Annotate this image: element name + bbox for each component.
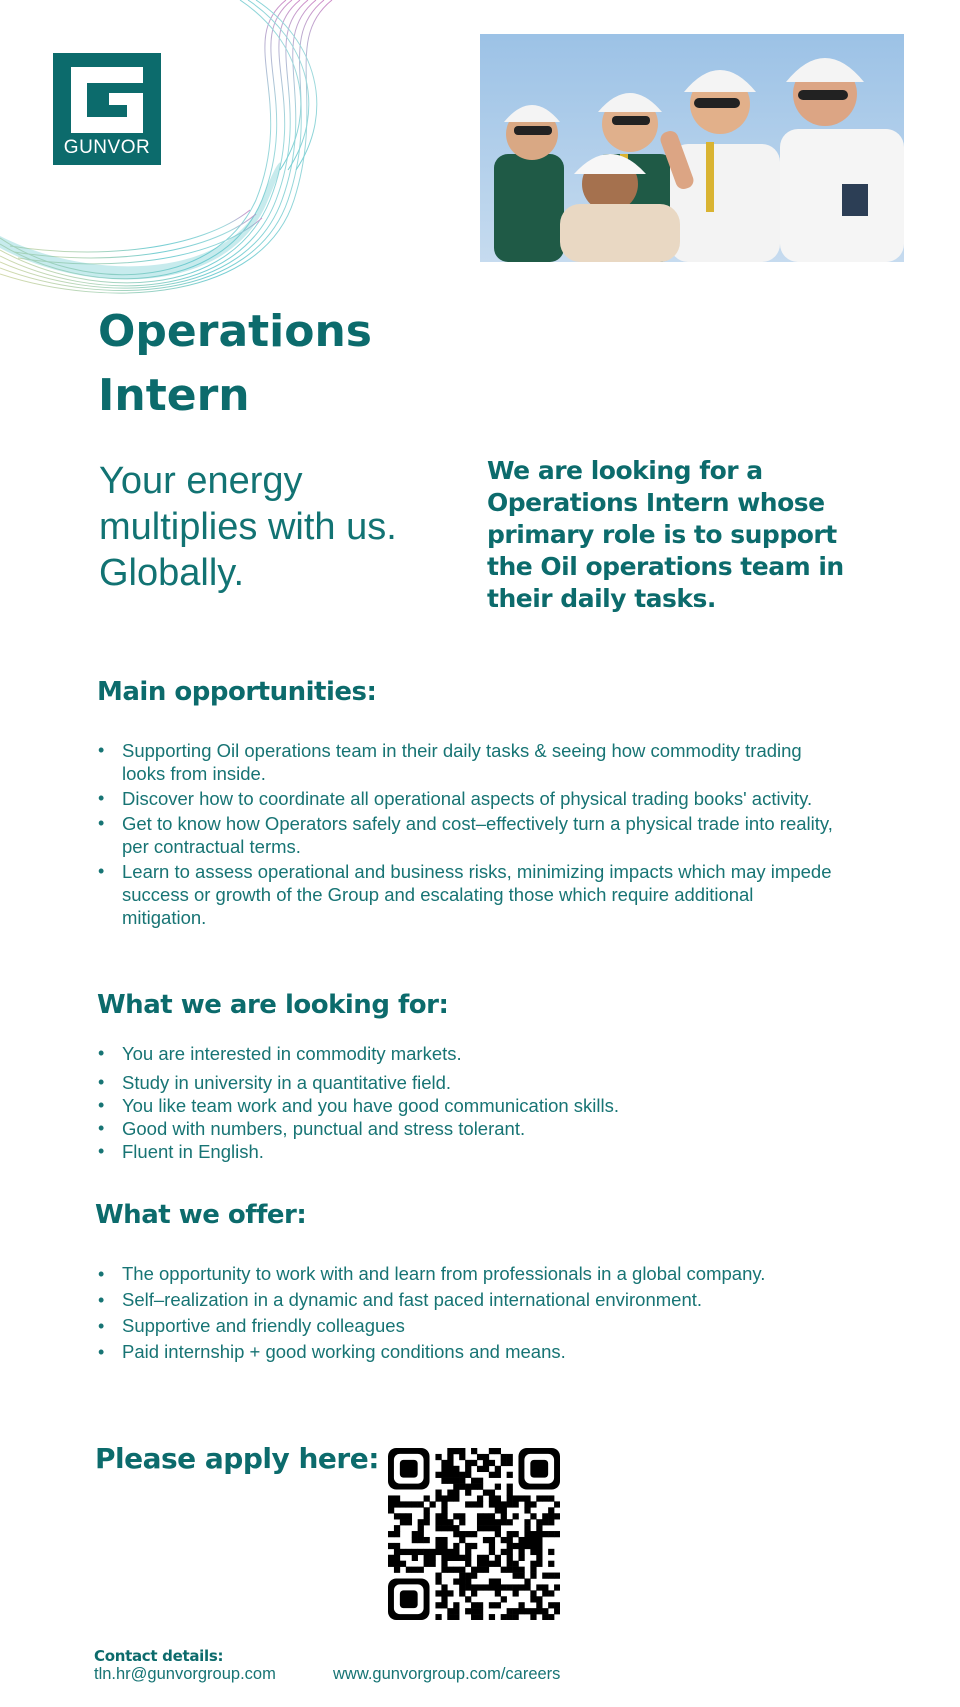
page-title [98,300,498,428]
list-item: • Supportive and friendly colleagues [98,1316,798,1336]
list-item: • Self–realization in a dynamic and fast paced international environment. [98,1290,798,1310]
team-photo [480,34,904,262]
logo-text: GUNVOR [63,137,151,158]
tagline-line-1: Your energy [99,460,303,502]
contact-label: Contact details: [94,1647,224,1665]
list-item: • You are interested in commodity markets. [98,1042,838,1065]
looking-for-heading: What we are looking for: [97,990,449,1020]
looking-for-list [98,1042,838,1163]
list-item: • Discover how to coordinate all operational aspects of physical trading books' activity. [98,787,838,810]
intro-statement: We are looking for a Operations Intern whose primary role is to support the Oil operations team in their daily tasks. [487,456,844,613]
list-item: • The opportunity to work with and learn from professionals in a global company. [98,1264,798,1284]
title-line-1: Operations [98,306,372,357]
offer-heading: What we offer: [95,1200,307,1230]
opportunities-list [98,739,838,931]
contact-website[interactable]: www.gunvorgroup.com/careers [333,1665,561,1683]
offer-list [98,1264,798,1368]
list-item: • Get to know how Operators safely and cost–effectively turn a physical trade into reality, per contractual terms. [98,812,838,858]
list-item: • Supporting Oil operations team in their daily tasks & seeing how commodity trading looks from inside. [98,739,838,785]
apply-heading: Please apply here: [95,1442,379,1475]
list-item: • Fluent in English. [98,1140,838,1163]
tagline-line-3: Globally. [99,552,245,594]
title-line-2: Intern [98,370,250,421]
list-item: • Learn to assess operational and business risks, minimizing impacts which may impede success or growth of the Group and escalating those which require additional mitigation. [98,860,838,929]
list-item: • Good with numbers, punctual and stress tolerant. [98,1117,838,1140]
tagline [99,458,439,596]
tagline-line-2: multiplies with us. [99,506,397,548]
gunvor-logo [53,53,161,165]
opportunities-heading: Main opportunities: [97,677,377,707]
qr-code[interactable] [388,1448,560,1620]
list-item: • Study in university in a quantitative field. [98,1071,838,1094]
contact-email[interactable]: tln.hr@gunvorgroup.com [94,1665,276,1683]
list-item: • Paid internship + good working conditions and means. [98,1342,798,1362]
list-item: • You like team work and you have good communication skills. [98,1094,838,1117]
